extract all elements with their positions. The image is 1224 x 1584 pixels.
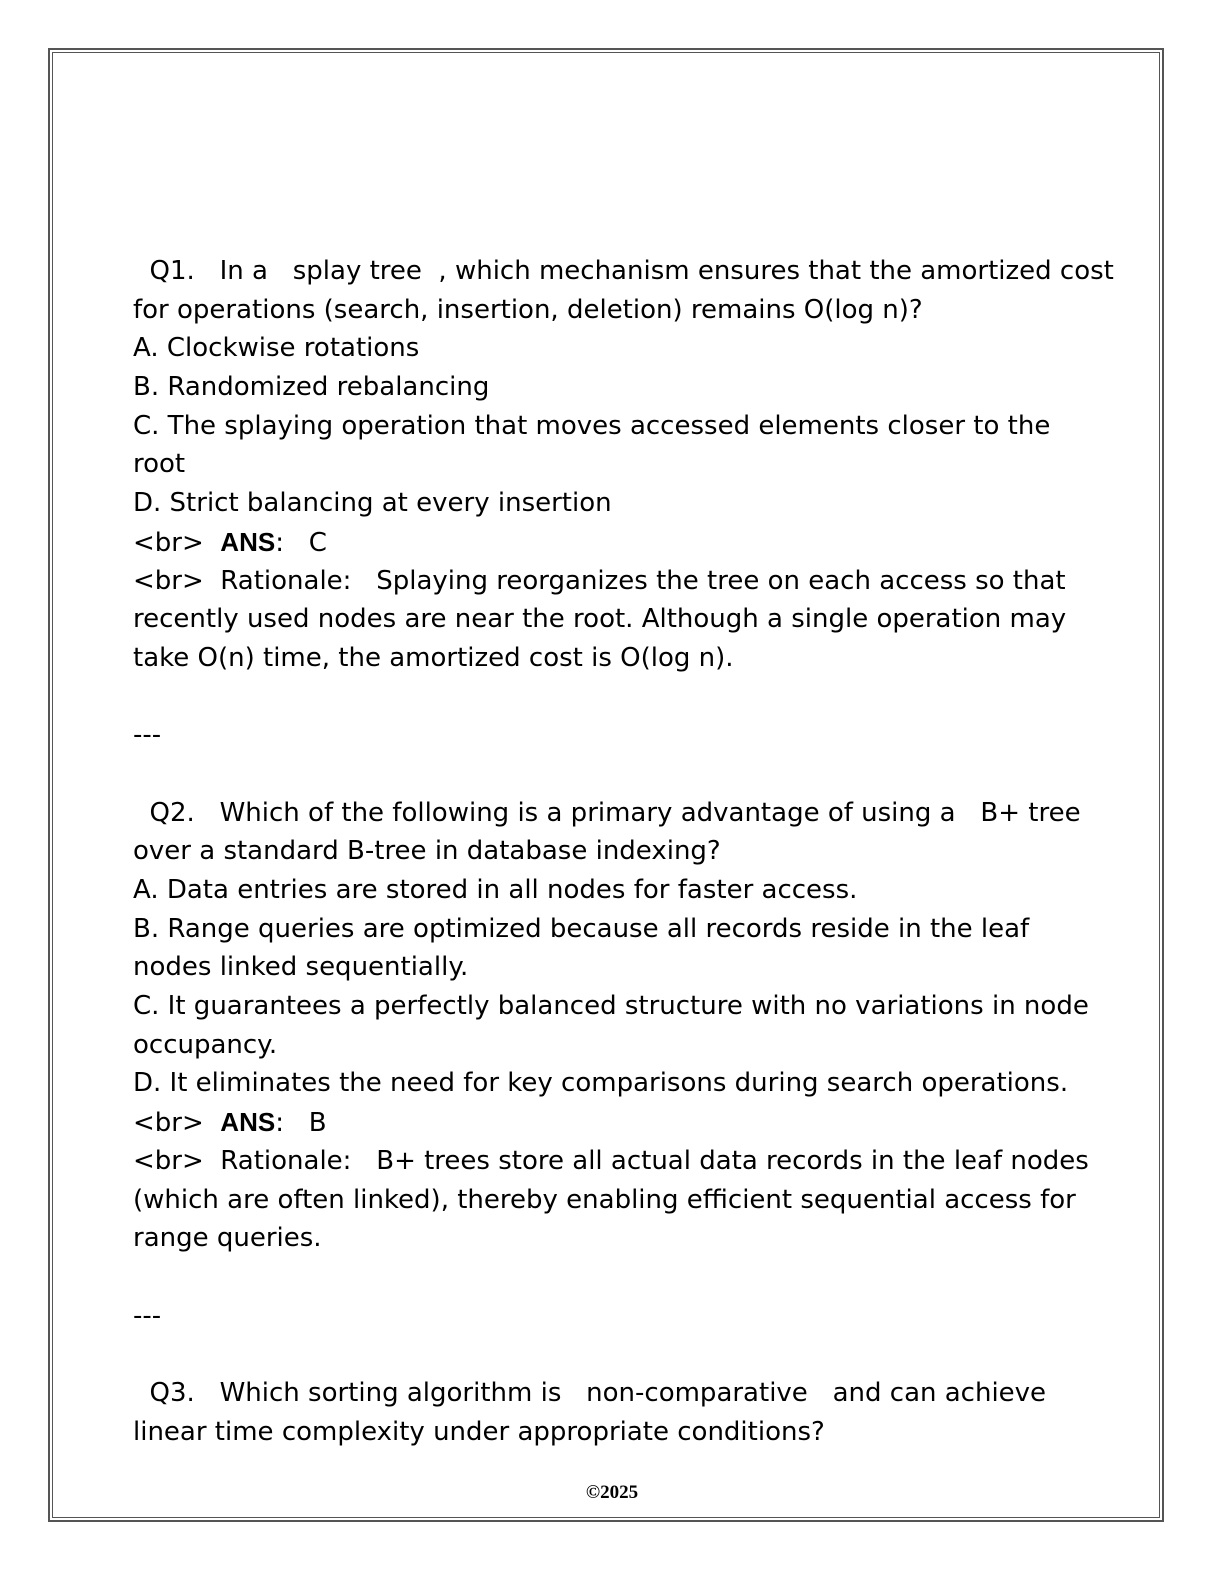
answer-option-b-cont: nodes linked sequentially.: [133, 952, 469, 983]
rationale-line: take O(n) time, the amortized cost is O(log n).: [133, 642, 734, 673]
answer-option-a: A. Clockwise rotations: [133, 333, 420, 364]
rationale-line: <br> Rationale: Splaying reorganizes the tree on each access so that: [133, 565, 1066, 596]
answer-label: ANS: [220, 526, 276, 557]
answer-prefix: <br>: [133, 527, 221, 558]
question-text-line: linear time complexity under appropriate conditions?: [133, 1416, 825, 1447]
question-text-line: over a standard B-tree in database indexing?: [133, 836, 721, 867]
page-content: [133, 252, 1114, 1451]
answer-prefix: <br>: [133, 1108, 221, 1139]
question-block-2: [133, 794, 1093, 1374]
separator: ---: [133, 1300, 162, 1331]
spacer: [133, 1258, 1093, 1297]
answer-value: : B: [275, 1108, 327, 1139]
answer-option-b: B. Randomized rebalancing: [133, 372, 490, 403]
answer-option-d: D. Strict balancing at every insertion: [133, 488, 612, 519]
answer-option-a: A. Data entries are stored in all nodes for faster access.: [133, 875, 858, 905]
question-text-line: Q3. Which sorting algorithm is non-comparative and can achieve: [133, 1377, 1047, 1408]
question-text-line: Q1. In a splay tree , which mechanism ensures that the amortized cost: [133, 256, 1114, 286]
separator: ---: [133, 720, 162, 751]
rationale-line: range queries.: [133, 1223, 322, 1254]
spacer: [133, 678, 1093, 717]
rationale-line: <br> Rationale: B+ trees store all actual data records in the leaf nodes: [133, 1145, 1089, 1176]
question-text-line: for operations (search, insertion, deletion) remains O(log n)?: [133, 294, 923, 325]
question-block-1: [133, 252, 1114, 794]
answer-option-b: B. Range queries are optimized because all records reside in the leaf: [133, 913, 1030, 944]
answer-label: ANS: [220, 1107, 276, 1138]
question-text-line: Q2. Which of the following is a primary advantage of using a B+ tree: [133, 797, 1081, 828]
spacer: [133, 1335, 1093, 1374]
answer-option-c: C. The splaying operation that moves accessed elements closer to the: [133, 410, 1051, 441]
answer-option-c-cont: occupancy.: [133, 1029, 278, 1060]
copyright-footer: ©2025: [585, 1482, 639, 1503]
answer-line: [133, 523, 1093, 562]
answer-option-c: C. It guarantees a perfectly balanced structure with no variations in node: [133, 991, 1089, 1022]
rationale-line: recently used nodes are near the root. Although a single operation may: [133, 604, 1067, 635]
answer-option-c-cont: root: [133, 449, 186, 480]
rationale-line: (which are often linked), thereby enabling efficient sequential access for: [133, 1184, 1076, 1215]
answer-option-d: D. It eliminates the need for key comparisons during search operations.: [133, 1068, 1069, 1099]
answer-line: [133, 1103, 1093, 1142]
answer-value: : C: [275, 527, 327, 558]
question-block-3: [133, 1374, 1093, 1451]
spacer: [133, 755, 1093, 794]
